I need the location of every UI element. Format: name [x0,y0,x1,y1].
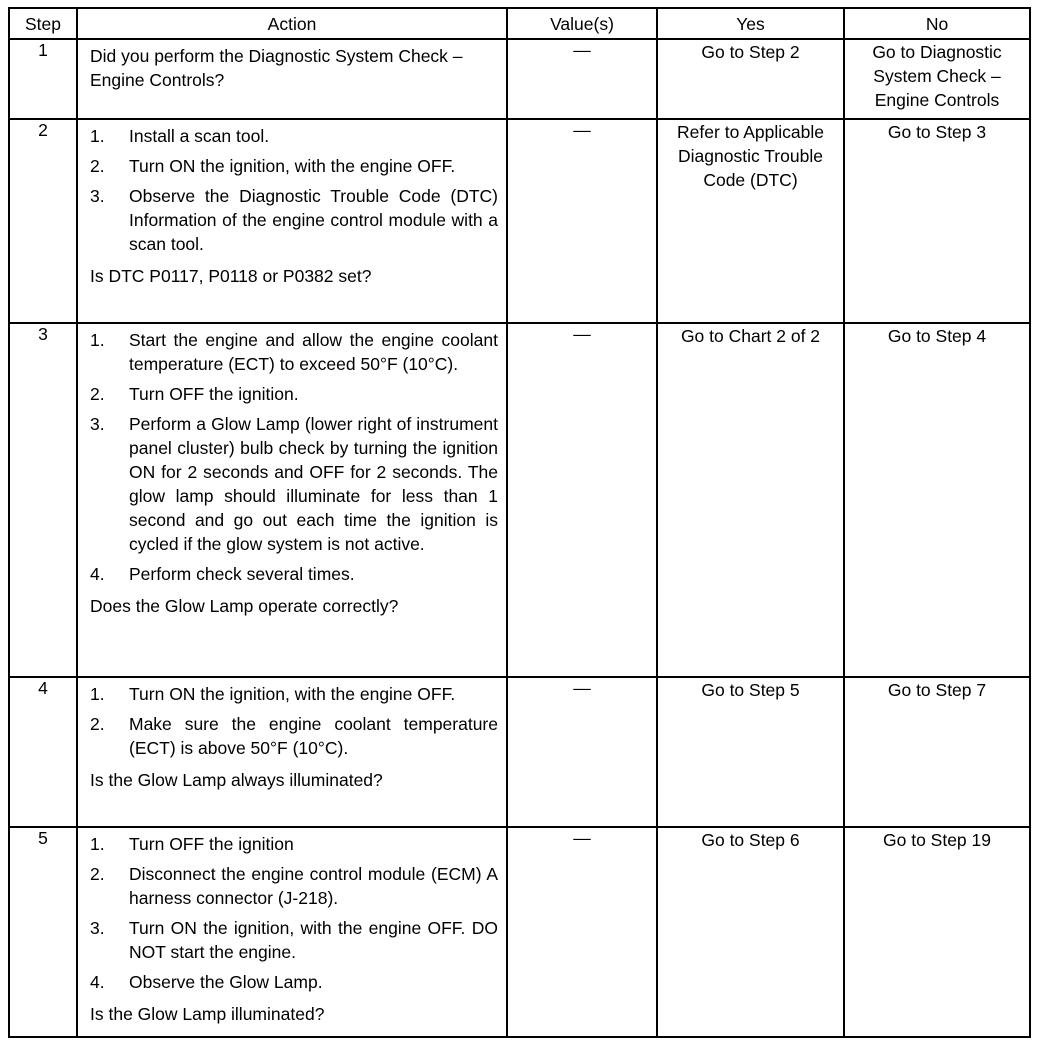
list-item: 1. Install a scan tool. [90,126,270,146]
header-step: Step [9,8,77,39]
no-result: Go to Step 19 [844,827,1030,1037]
step-number: 4 [9,677,77,827]
action-cell [77,827,507,1037]
yes-result: Go to Chart 2 of 2 [657,323,844,677]
list-item: 1. Turn ON the ignition, with the engine OFF. [90,684,456,704]
table-row [9,677,1030,827]
step-number: 5 [9,827,77,1037]
no-result: Go to Step 7 [844,677,1030,827]
table-row [9,323,1030,677]
value-cell: — [507,119,657,323]
action-cell [77,119,507,323]
header-row [9,8,1030,39]
value-cell: — [507,827,657,1037]
yes-result: Go to Step 2 [657,39,844,119]
list-item: 4. Perform check several times. [90,564,355,584]
action-question: Is the Glow Lamp illuminated? [90,1004,325,1024]
action-question: Is DTC P0117, P0118 or P0382 set? [90,266,372,286]
header-no: No [844,8,1030,39]
yes-result: Go to Step 5 [657,677,844,827]
value-cell: — [507,39,657,119]
no-result: Go to Step 3 [844,119,1030,323]
header-yes: Yes [657,8,844,39]
yes-result: Go to Step 6 [657,827,844,1037]
list-item: 2. Turn OFF the ignition. [90,384,299,404]
action-list [90,328,498,586]
header-action: Action [77,8,507,39]
no-result: Go to Step 4 [844,323,1030,677]
action-list [90,124,498,256]
list-item: 2. Disconnect the engine control module (ECM) A harness connector (J-218). [90,864,498,908]
list-item: 2. Turn ON the ignition, with the engine OFF. [90,156,456,176]
value-cell: — [507,323,657,677]
header-values: Value(s) [507,8,657,39]
no-result: Go to Diagnostic System Check – Engine Controls [844,39,1030,119]
list-item: 3. Observe the Diagnostic Trouble Code (DTC) Information of the engine control module with a scan tool. [90,186,498,254]
list-item: 3. Perform a Glow Lamp (lower right of instrument panel cluster) bulb check by turning the ignition ON for 2 seconds and OFF for 2 seconds. The glow lamp should illuminate for less than 1 second and go out each time the ignition is cycled if the glow system is not active. [90,414,498,554]
list-item: 4. Observe the Glow Lamp. [90,972,323,992]
action-question: Is the Glow Lamp always illuminated? [90,770,383,790]
diagnostic-table [8,7,1031,1038]
list-item: 3. Turn ON the ignition, with the engine OFF. DO NOT start the engine. [90,918,498,962]
action-question: Does the Glow Lamp operate correctly? [90,596,399,616]
action-list [90,682,498,760]
action-cell [77,677,507,827]
table-row [9,39,1030,119]
step-number: 3 [9,323,77,677]
action-cell [77,323,507,677]
table-row [9,119,1030,323]
list-item: 2. Make sure the engine coolant temperature (ECT) is above 50°F (10°C). [90,714,498,758]
step-number: 2 [9,119,77,323]
action-list [90,832,498,994]
yes-result: Refer to Applicable Diagnostic Trouble Code (DTC) [657,119,844,323]
list-item: 1. Turn OFF the ignition [90,834,294,854]
action-cell [77,39,507,119]
action-text: Did you perform the Diagnostic System Check – Engine Controls? [90,46,463,90]
value-cell: — [507,677,657,827]
list-item: 1. Start the engine and allow the engine coolant temperature (ECT) to exceed 50°F (10°C). [90,330,498,374]
table-row [9,827,1030,1037]
step-number: 1 [9,39,77,119]
